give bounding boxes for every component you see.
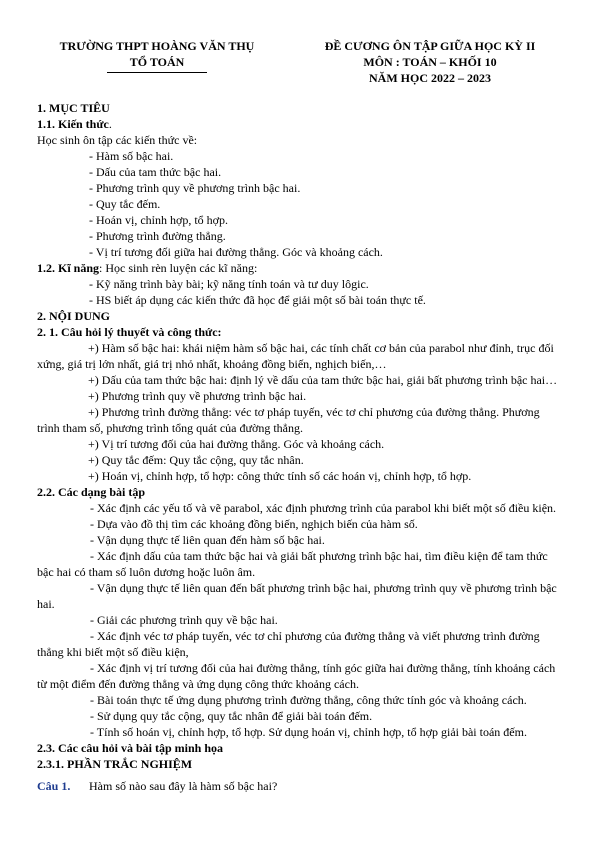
question-1-label: Câu 1. (37, 779, 71, 793)
knowledge-item: - Quy tắc đếm. (89, 197, 161, 211)
multiple-choice-title: 2.3.1. PHẦN TRẮC NGHIỆM (37, 757, 193, 771)
school-year: NĂM HỌC 2022 – 2023 (369, 71, 491, 85)
knowledge-item: - Dấu của tam thức bậc hai. (89, 165, 222, 179)
theory-item: +) Dấu của tam thức bậc hai: định lý về dấu của tam thức bậc hai, giải bất phương trình bậc hai… (88, 373, 558, 387)
theory-item: +) Hàm số bậc hai: khái niệm hàm số bậc hai, các tính chất cơ bản của parabol như đỉnh, trục đối (88, 341, 554, 355)
exercise-type-item: - Xác định các yếu tố và vẽ parabol, xác định phương trình của parabol khi biết một số điều kiện. (90, 501, 557, 515)
theory-item: +) Phương trình quy về phương trình bậc hai. (88, 389, 307, 403)
theory-item: +) Hoán vị, chỉnh hợp, tổ hợp: công thức tính số các hoán vị, chỉnh hợp, tổ hợp. (88, 469, 472, 483)
exercise-type-item: - Bài toán thực tế ứng dụng phương trình đường thẳng, công thức tính góc và khoảng cách. (90, 693, 527, 707)
document-title: ĐỀ CƯƠNG ÔN TẬP GIỮA HỌC KỲ II (324, 39, 536, 53)
knowledge-item: - Phương trình quy về phương trình bậc hai. (89, 181, 301, 195)
question-1 (37, 778, 565, 794)
examples-title: 2.3. Các câu hỏi và bài tập minh họa (37, 741, 224, 755)
theory-item: +) Quy tắc đếm: Quy tắc cộng, quy tắc nhân. (88, 453, 304, 467)
section-objectives-title: 1. MỤC TIÊU (37, 101, 110, 115)
exercise-type-item-continued: bậc hai có tham số luôn dương hoặc luôn âm. (37, 565, 256, 579)
header-underline (107, 72, 207, 73)
subject-line: MÔN : TOÁN – KHỐI 10 (363, 55, 497, 69)
skills-intro: : Học sinh rèn luyện các kĩ năng: (99, 261, 258, 275)
exercise-types-title: 2.2. Các dạng bài tập (37, 485, 146, 499)
document-body (37, 100, 565, 794)
knowledge-item: - Hoán vị, chỉnh hợp, tổ hợp. (89, 213, 229, 227)
school-name: TRƯỜNG THPT HOÀNG VĂN THỤ (59, 39, 255, 53)
exercise-type-item: - Vận dụng thực tế liên quan đến bất phương trình bậc hai, phương trình quy về phương trình bậc (90, 581, 557, 595)
knowledge-item: - Vị trí tương đối giữa hai đường thẳng. Góc và khoảng cách. (89, 245, 383, 259)
exercise-type-item-continued: hai. (37, 597, 55, 611)
exercise-type-item: - Vận dụng thực tế liên quan đến hàm số bậc hai. (90, 533, 325, 547)
knowledge-intro: Học sinh ôn tập các kiến thức về: (37, 133, 198, 147)
theory-item-continued: trình tham số, phương trình tổng quát của đường thẳng. (37, 421, 303, 435)
exercise-type-item: - Xác định vị trí tương đối của hai đường thẳng, tính góc giữa hai đường thẳng, tính khoảng cách (90, 661, 556, 675)
theory-item: +) Vị trí tương đối của hai đường thẳng. Góc và khoảng cách. (88, 437, 385, 451)
exercise-type-item-continued: thẳng khi biết một số điều kiện, (37, 645, 189, 659)
header-left (52, 38, 262, 73)
theory-title: 2. 1. Câu hỏi lý thuyết và công thức: (37, 325, 222, 339)
knowledge-list (37, 148, 565, 260)
theory-item-continued: xứng, giá trị lớn nhất, giá trị nhỏ nhất, khoảng đồng biến, nghịch biến,… (37, 357, 387, 371)
department-name: TỔ TOÁN (129, 55, 185, 69)
knowledge-item: - Phương trình đường thẳng. (89, 229, 226, 243)
exercise-type-item: - Xác định dấu của tam thức bậc hai và giải bất phương trình bậc hai, tìm điều kiện để tam thức (90, 549, 548, 563)
knowledge-title: 1.1. Kiến thức (37, 117, 109, 131)
theory-item: +) Phương trình đường thẳng: véc tơ pháp tuyến, véc tơ chỉ phương của đường thẳng. Phương (88, 405, 540, 419)
exercise-type-item: - Xác định véc tơ pháp tuyến, véc tơ chỉ phương của đường thẳng và viết phương trình đường (90, 629, 540, 643)
knowledge-item: - Hàm số bậc hai. (89, 149, 174, 163)
skill-item: - Kỹ năng trình bày bài; kỹ năng tính toán và tư duy lôgic. (89, 277, 369, 291)
skills-list (37, 276, 565, 308)
section-content-title: 2. NỘI DUNG (37, 309, 111, 323)
exercise-type-item: - Dựa vào đồ thị tìm các khoảng đồng biến, nghịch biến của hàm số. (90, 517, 418, 531)
header-right (300, 38, 560, 86)
skill-item: - HS biết áp dụng các kiến thức đã học để giải một số bài toán thực tế. (89, 293, 426, 307)
question-1-text: Hàm số nào sau đây là hàm số bậc hai? (89, 779, 278, 793)
exercise-types-list (37, 500, 565, 740)
knowledge-heading (37, 116, 565, 132)
skills-heading (37, 260, 565, 276)
theory-list (37, 340, 565, 484)
exercise-type-item: - Giải các phương trình quy về bậc hai. (90, 613, 278, 627)
exercise-type-item: - Tính số hoán vị, chỉnh hợp, tổ hợp. Sử dụng hoán vị, chỉnh hợp, tổ hợp giải bài toán đếm. (90, 725, 527, 739)
knowledge-dot: . (108, 117, 112, 131)
exercise-type-item: - Sử dụng quy tắc cộng, quy tắc nhân để giải bài toán đếm. (90, 709, 373, 723)
exercise-type-item-continued: từ một điểm đến đường thẳng và ứng dụng công thức khoảng cách. (37, 677, 359, 691)
skills-title: 1.2. Kĩ năng (37, 261, 100, 275)
